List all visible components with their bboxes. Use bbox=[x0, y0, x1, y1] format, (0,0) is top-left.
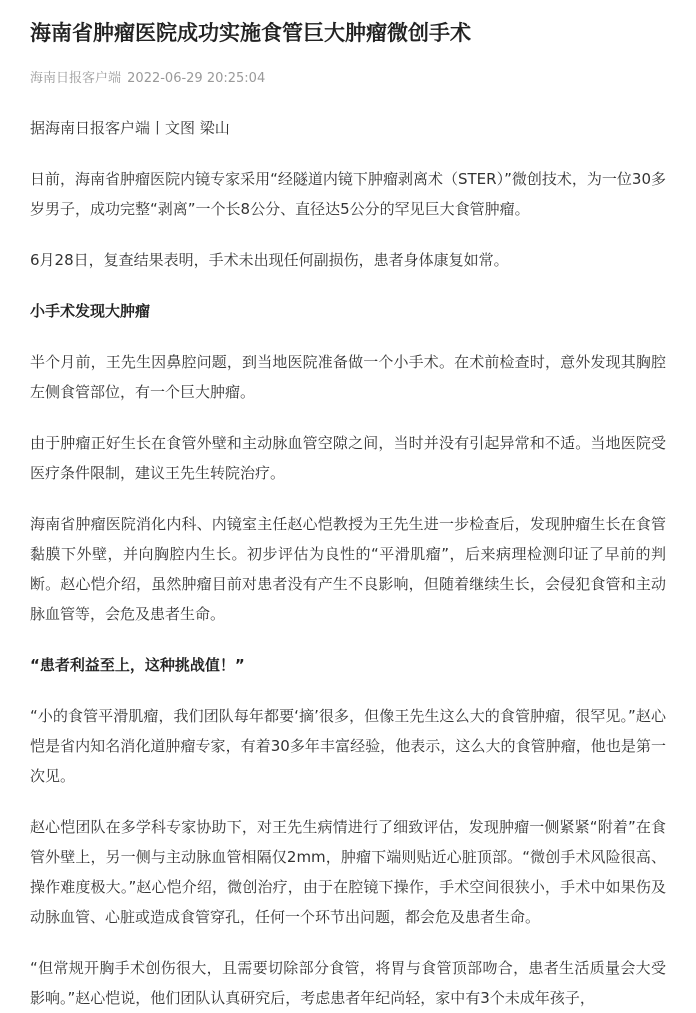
paragraph: “但常规开胸手术创伤很大，且需要切除部分食管，将胃与食管顶部吻合，患者生活质量会大受影响。”赵心恺说，他们团队认真研究后，考虑患者年纪尚轻，家中有3个未成年孩子， bbox=[30, 959, 666, 1007]
paragraph: 6月28日，复查结果表明，手术未出现任何副损伤，患者身体康复如常。 bbox=[30, 251, 509, 269]
article-body bbox=[30, 113, 666, 1013]
paragraph: 赵心恺团队在多学科专家协助下，对王先生病情进行了细致评估，发现肿瘤一侧紧紧“附着”在食管外壁上，另一侧与主动脉血管相隔仅2mm，肿瘤下端则贴近心脏顶部。“微创手术风险很高、操作难度极大。”赵心恺介绍，微创治疗，由于在腔镜下操作，手术空间很狭小，手术中如果伤及动脉血管、心脏或造成食管穿孔，任何一个环节出问题，都会危及患者生命。 bbox=[30, 818, 666, 926]
paragraph: 半个月前，王先生因鼻腔问题，到当地医院准备做一个小手术。在术前检查时，意外发现其胸腔左侧食管部位，有一个巨大肿瘤。 bbox=[30, 353, 666, 401]
paragraph: 由于肿瘤正好生长在食管外壁和主动脉血管空隙之间，当时并没有引起异常和不适。当地医院受医疗条件限制，建议王先生转院治疗。 bbox=[30, 434, 666, 482]
section-heading: “患者利益至上，这种挑战值！” bbox=[30, 656, 245, 674]
article-title: 海南省肿瘤医院成功实施食管巨大肿瘤微创手术 bbox=[30, 21, 471, 45]
paragraph: 日前，海南省肿瘤医院内镜专家采用“经隧道内镜下肿瘤剥离术（STER）”微创技术，为一位30多岁男子，成功完整“剥离”一个长8公分、直径达5公分的罕见巨大食管肿瘤。 bbox=[30, 170, 666, 218]
section-heading: 小手术发现大肿瘤 bbox=[30, 302, 151, 320]
paragraph: “小的食管平滑肌瘤，我们团队每年都要‘摘’很多，但像王先生这么大的食管肿瘤，很罕见。”赵心恺是省内知名消化道肿瘤专家，有着30多年丰富经验，他表示，这么大的食管肿瘤，他也是第一次见。 bbox=[30, 707, 666, 785]
article-meta bbox=[30, 70, 666, 88]
byline: 据海南日报客户端丨文图 梁山 bbox=[30, 119, 230, 137]
paragraph: 海南省肿瘤医院消化内科、内镜室主任赵心恺教授为王先生进一步检查后，发现肿瘤生长在食管黏膜下外壁，并向胸腔内生长。初步评估为良性的“平滑肌瘤”，后来病理检测印证了早前的判断。赵心恺介绍，虽然肿瘤目前对患者没有产生不良影响，但随着继续生长，会侵犯食管和主动脉血管等，会危及患者生命。 bbox=[30, 515, 666, 623]
article-datetime: 2022-06-29 20:25:04 bbox=[127, 71, 266, 86]
article-source: 海南日报客户端 bbox=[30, 71, 122, 86]
